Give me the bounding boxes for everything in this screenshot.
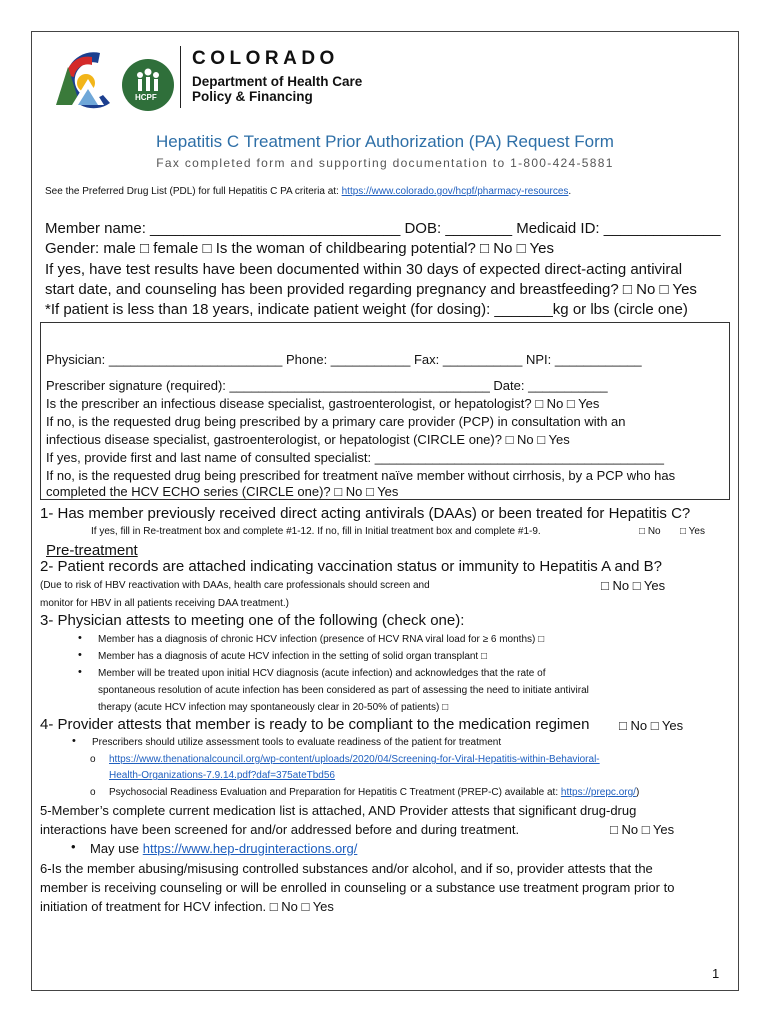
q3-option-2[interactable]: Member has a diagnosis of acute HCV infection in the setting of solid organ transplant □ xyxy=(98,651,488,662)
prescriber-line-1[interactable]: Physician: ________________________ Phone: ___________ Fax: ___________ NPI: ____________ xyxy=(46,352,642,367)
colorado-logo xyxy=(48,45,188,115)
dept-line-1: Department of Health Care xyxy=(192,74,363,89)
member-line-5[interactable]: *If patient is less than 18 years, indicate patient weight (for dosing): _______kg or lbs (circle one) xyxy=(45,301,688,318)
bullet-icon: • xyxy=(71,839,76,854)
q1-title: 1- Has member previously received direct acting antivirals (DAAs) or been treated for Hepatitis C? xyxy=(40,505,691,522)
prescriber-line-3[interactable]: Is the prescriber an infectious disease specialist, gastroenterologist, or hepatologist? □ No □ Yes xyxy=(46,396,600,411)
q1-sub: If yes, fill in Re-treatment box and complete #1-12. If no, fill in Initial treatment box and complete #1-9. xyxy=(91,526,541,537)
prescriber-line-4: If no, is the requested drug being prescribed by a primary care provider (PCP) in consultation with an xyxy=(46,414,626,429)
sub-bullet-icon: o xyxy=(90,754,96,765)
q3-option-3c[interactable]: therapy (acute HCV infection may spontaneously clear in 20-50% of patients) □ xyxy=(98,702,449,713)
pdl-link[interactable]: https://www.colorado.gov/hcpf/pharmacy-resources xyxy=(341,186,569,197)
q4-link-1a[interactable]: https://www.thenationalcouncil.org/wp-content/uploads/2020/04/Screening-for-Viral-Hepatitis-within-Behavioral- xyxy=(109,754,600,765)
prescriber-line-8[interactable]: completed the HCV ECHO series (CIRCLE one)? □ No □ Yes xyxy=(46,484,399,499)
q5-bullet xyxy=(90,841,357,856)
q3-option-3b: spontaneous resolution of acute infection has been considered as part of assessing the need to initiate antiviral xyxy=(98,685,589,696)
sub-bullet-icon: o xyxy=(90,787,96,798)
q2-sub-1: (Due to risk of HBV reactivation with DAAs, health care professionals should screen and xyxy=(40,580,430,591)
q6-line-3[interactable]: initiation of treatment for HCV infection. □ No □ Yes xyxy=(40,899,334,914)
pdl-end: . xyxy=(568,186,572,197)
q3-option-3a[interactable]: Member will be treated upon initial HCV diagnosis (acute infection) and acknowledges that the rate of xyxy=(98,668,546,679)
q5-options[interactable]: □ No □ Yes xyxy=(610,822,675,837)
q4-title: 4- Provider attests that member is ready to be compliant to the medication regimen xyxy=(40,716,590,733)
q6-line-2: member is receiving counseling or will be enrolled in counseling or a substance use treatment program prior to xyxy=(40,880,675,895)
q5-bullet-link[interactable]: https://www.hep-druginteractions.org/ xyxy=(142,841,358,856)
form-title: Hepatitis C Treatment Prior Authorization (PA) Request Form xyxy=(156,132,614,151)
member-line-4[interactable]: start date, and counseling has been provided regarding pregnancy and breastfeeding? □ No □ Yes xyxy=(45,281,697,298)
pdl-text: See the Preferred Drug List (PDL) for full Hepatitis C PA criteria at: xyxy=(45,186,342,197)
prescriber-line-5[interactable]: infectious disease specialist, gastroenterologist, or hepatologist (CIRCLE one)? □ No □ Yes xyxy=(46,432,570,447)
q5-line-1: 5-Member’s complete current medication list is attached, AND Provider attests that significant drug-drug xyxy=(40,803,637,818)
q3-title: 3- Physician attests to meeting one of the following (check one): xyxy=(40,612,465,629)
fax-line: Fax completed form and supporting documentation to 1-800-424-5881 xyxy=(156,156,614,170)
brand-block xyxy=(192,48,362,104)
prescriber-line-6[interactable]: If yes, provide first and last name of consulted specialist: ________________________________________ xyxy=(46,450,664,465)
prescriber-line-7: If no, is the requested drug being prescribed for treatment naïve member without cirrhosis, by a PCP who has xyxy=(46,468,676,483)
q5-line-2: interactions have been screened for and/or addressed before and during treatment. xyxy=(40,822,520,837)
q4-prep-end: ) xyxy=(635,787,640,798)
q2-title: 2- Patient records are attached indicating vaccination status or immunity to Hepatitis A and B? xyxy=(40,558,663,575)
dept-line-2: Policy & Financing xyxy=(192,89,313,104)
brand-divider xyxy=(180,46,181,108)
form-page xyxy=(31,31,739,991)
q3-option-1[interactable]: Member has a diagnosis of chronic HCV infection (presence of HCV RNA viral load for ≥ 6 months) □ xyxy=(98,634,545,645)
bullet-icon: • xyxy=(72,735,76,747)
member-line-1[interactable]: Member name: ______________________________ DOB: ________ Medicaid ID: ______________ xyxy=(45,220,721,237)
q4-bullet-1: Prescribers should utilize assessment tools to evaluate readiness of the patient for treatment xyxy=(92,737,502,748)
prescriber-box xyxy=(40,322,730,500)
q5-bullet-text: May use xyxy=(90,841,143,856)
q4-prep-link[interactable]: https://prepc.org/ xyxy=(560,787,636,798)
q1-no-checkbox[interactable]: □ No xyxy=(639,526,661,537)
prescriber-line-2[interactable]: Prescriber signature (required): ____________________________________ Date: ___________ xyxy=(46,378,608,393)
page-number: 1 xyxy=(712,966,720,981)
bullet-icon: • xyxy=(78,649,82,661)
bullet-icon: • xyxy=(78,666,82,678)
state-name: COLORADO xyxy=(192,48,339,69)
pretreatment-heading: Pre-treatment xyxy=(46,542,138,559)
q2-sub-2: monitor for HBV in all patients receiving DAA treatment.) xyxy=(40,598,289,609)
q6-line-1: 6-Is the member abusing/misusing controlled substances and/or alcohol, and if so, provider attests that the xyxy=(40,861,653,876)
q4-prep-text: Psychosocial Readiness Evaluation and Preparation for Hepatitis C Treatment (PREP-C) available at: xyxy=(109,787,561,798)
hcpf-badge: HCPF xyxy=(135,93,157,102)
member-line-3: If yes, have test results have been documented within 30 days of expected direct-acting antiviral xyxy=(45,261,683,278)
q2-options[interactable]: □ No □ Yes xyxy=(601,578,666,593)
q4-link-1b[interactable]: Health-Organizations-7.9.14.pdf?daf=375ateTbd56 xyxy=(109,770,335,781)
q4-options[interactable]: □ No □ Yes xyxy=(619,718,684,733)
q4-bullet-2 xyxy=(109,787,639,798)
member-line-2[interactable]: Gender: male □ female □ Is the woman of childbearing potential? □ No □ Yes xyxy=(45,240,555,257)
pdl-line xyxy=(45,186,571,197)
q1-yes-checkbox[interactable]: □ Yes xyxy=(680,526,705,537)
colorado-c-logo-icon xyxy=(48,45,188,115)
bullet-icon: • xyxy=(78,632,82,644)
